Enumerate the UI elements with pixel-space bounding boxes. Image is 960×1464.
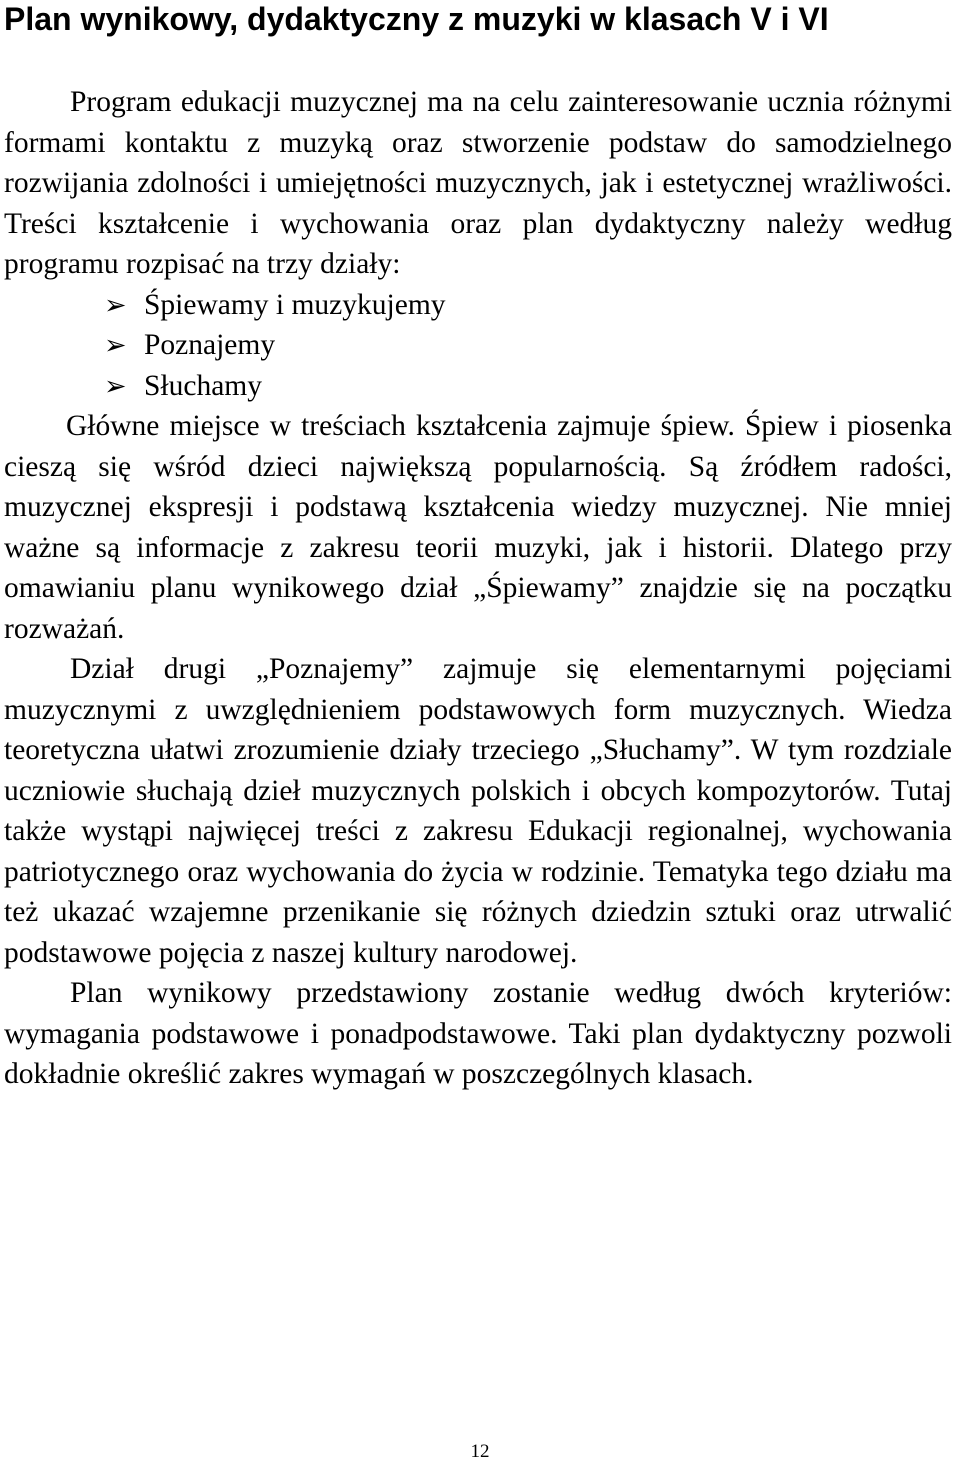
document-title: Plan wynikowy, dydaktyczny z muzyki w klasach V i VI — [4, 1, 829, 37]
list-item — [104, 325, 952, 366]
plan-paragraph: Plan wynikowy przedstawiony zostanie według dwóch kryteriów: wymagania podstawowe i ponadpodstawowe. Taki plan dydaktyczny pozwoli dokładnie określić zakres wymagań w poszczególnych klasach. — [4, 977, 952, 1090]
list-item — [104, 366, 952, 407]
arrowhead-bullet-icon: ➢ — [104, 370, 127, 401]
document-body — [4, 82, 952, 1095]
section-label: Słuchamy — [144, 369, 262, 402]
sections-paragraph: Dział drugi „Poznajemy” zajmuje się elementarnymi pojęciami muzycznymi z uwzględnieniem podstawowych form muzycznych. Wiedza teoretyczna ułatwi zrozumienie działy trzeciego „Słuchamy”. W tym rozdziale uczniowie słuchają dzieł muzycznych polskich i obcych kompozytorów. Tutaj także wystąpi najwięcej treści z zakresu Edukacji regionalnej, wychowania patriotycznego oraz wychowania do życia w rodzinie. Tematyka tego działu ma też ukazać wzajemne przenikanie się różnych dziedzin sztuki oraz utrwalić podstawowe pojęcia z naszej kultury narodowej. — [4, 653, 952, 969]
intro-paragraph: Program edukacji muzycznej ma na celu zainteresowanie ucznia różnymi formami kontaktu z muzyką oraz stworzenie podstaw do samodzielnego rozwijania zdolności i umiejętności muzycznych, jak i estetycznej wrażliwości. Treści kształcenie i wychowania oraz plan dydaktyczny należy według programu rozpisać na trzy działy: — [4, 86, 952, 280]
page-number: 12 — [470, 1441, 490, 1462]
sections-list — [4, 285, 952, 407]
arrowhead-bullet-icon: ➢ — [104, 330, 127, 360]
arrowhead-bullet-icon: ➢ — [104, 289, 127, 320]
list-item — [104, 285, 952, 326]
section-label: Poznajemy — [144, 329, 276, 361]
singing-paragraph: Główne miejsce w treściach kształcenia zajmuje śpiew. Śpiew i piosenka cieszą się wśród dzieci największą popularnością. Są źródłem radości, muzycznej ekspresji i podstawą kształcenia wiedzy muzycznej. Nie mniej ważne są informacje z zakresu teorii muzyki, jak i historii. Dlatego przy omawianiu planu wynikowego dział „Śpiewamy” znajdzie się na początku rozważań. — [4, 410, 952, 645]
section-label: Śpiewamy i muzykujemy — [144, 288, 446, 321]
